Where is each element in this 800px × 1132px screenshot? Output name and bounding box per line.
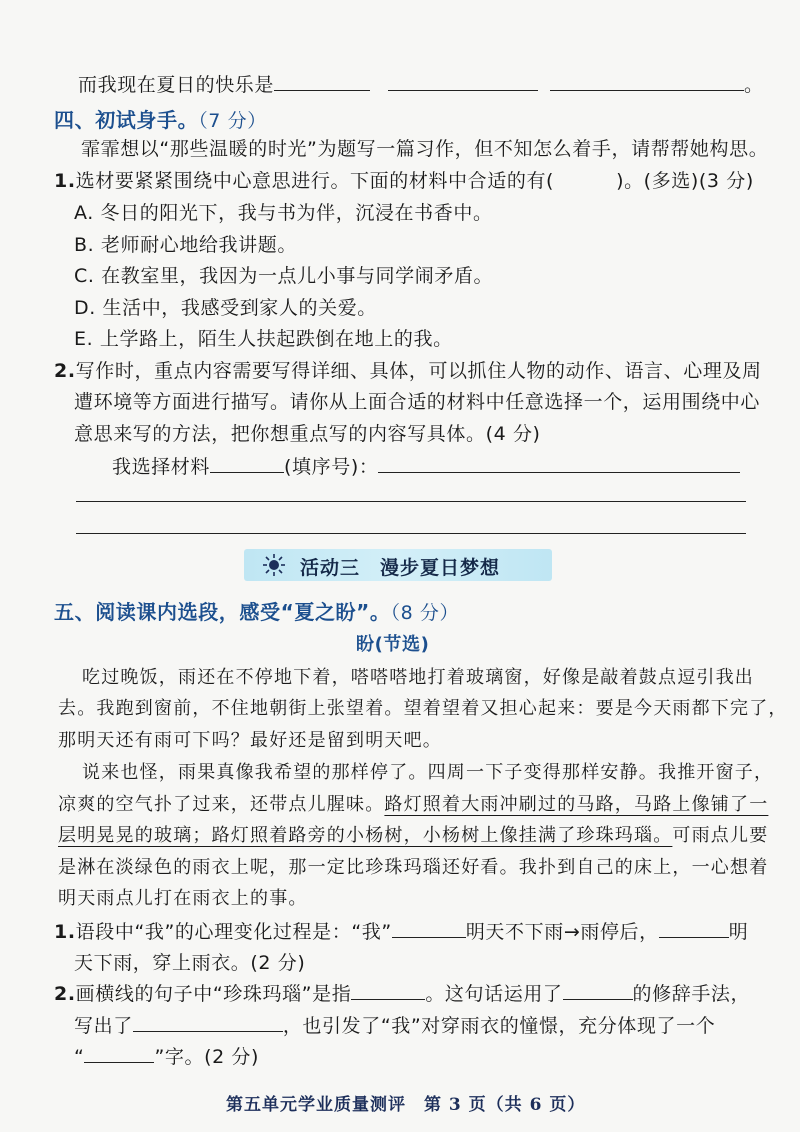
- passage-line: 是淋在淡绿色的雨衣上呢，那一定比珍珠玛瑙还好看。我扑到自己的床上，一心想着: [58, 857, 769, 878]
- section-4-heading: 四、初试身手。（7 分）: [54, 108, 267, 132]
- option-c: C. 在教室里，我因为一点儿小事与同学闹矛盾。: [74, 265, 494, 287]
- question-4-2-line: 遭环境等方面进行描写。请你从上面合适的材料中任意选择一个，运用围绕中心: [74, 391, 761, 413]
- passage-line: 去。我跑到窗前，不住地朝街上张望着。望着望着又担心起来：要是今天雨都下完了，: [58, 698, 788, 719]
- passage-line: 明天雨点儿打在雨衣上的事。: [58, 888, 308, 909]
- answer-blank[interactable]: [388, 72, 538, 91]
- activity-banner-title: 活动三 漫步夏日梦想: [300, 557, 501, 579]
- writing-line[interactable]: [76, 533, 746, 534]
- passage-line: 层明晃晃的玻璃；路灯照着路旁的小杨树，小杨树上像挂满了珍珠玛瑙。可雨点儿要: [58, 825, 769, 846]
- question-5-1-line: 天下雨，穿上雨衣。(2 分): [74, 952, 306, 974]
- passage-line: 说来也怪，雨果真像我希望的那样停了。四周一下子变得那样安静。我推开窗子，: [82, 762, 774, 783]
- option-e: E. 上学路上，陌生人扶起跌倒在地上的我。: [74, 328, 453, 350]
- section-5-heading: 五、阅读课内选段，感受“夏之盼”。（8 分）: [54, 600, 460, 624]
- answer-blank[interactable]: [274, 72, 370, 91]
- option-b: B. 老师耐心地给我讲题。: [74, 234, 297, 256]
- answer-blank[interactable]: [351, 981, 425, 1000]
- answer-blank[interactable]: [659, 919, 729, 938]
- question-4-2-line: 意思来写的方法，把你想重点写的内容写具体。(4 分): [74, 423, 541, 445]
- answer-blank[interactable]: [84, 1044, 154, 1063]
- material-number-blank[interactable]: [210, 454, 284, 473]
- passage-line: 吃过晚饭，雨还在不停地下着，嗒嗒嗒地打着玻璃窗，好像是敲着鼓点逗引我出: [82, 667, 754, 688]
- question-5-2-line: 写出了 ，也引发了“我”对穿雨衣的憧憬，充分体现了一个: [74, 1015, 716, 1037]
- option-d: D. 生活中，我感受到家人的关爱。: [74, 297, 377, 319]
- section-4-intro: 霏霏想以“那些温暖的时光”为题写一篇习作，但不知怎么着手，请帮帮她构思。: [81, 138, 769, 160]
- question-5-2-line: “ ”字。(2 分): [74, 1046, 260, 1068]
- writing-line[interactable]: [76, 501, 746, 502]
- sun-icon: [262, 553, 286, 577]
- underlined-sentence: 路灯照着大雨冲刷过的马路，马路上像铺了一: [384, 794, 769, 815]
- passage-line: 那明天还有雨可下吗？最好还是留到明天吧。: [58, 730, 442, 751]
- answer-blank[interactable]: [550, 72, 744, 91]
- passage-line: 凉爽的空气扑了过来，还带点儿腥味。路灯照着大雨冲刷过的马路，马路上像铺了一: [58, 794, 769, 815]
- option-a: A. 冬日的阳光下，我与书为伴，沉浸在书香中。: [74, 202, 493, 224]
- question-4-2: 2.写作时，重点内容需要写得详细、具体，可以抓住人物的动作、语言、心理及周: [54, 360, 762, 382]
- page-footer: 第五单元学业质量测评 第 3 页（共 6 页）: [226, 1095, 586, 1115]
- question-5-1: 1.语段中“我”的心理变化过程是：“我” 明天不下雨→雨停后， 明: [54, 921, 749, 943]
- underlined-sentence: 层明晃晃的玻璃；路灯照着路旁的小杨树，小杨树上像挂满了珍珠玛瑙。: [58, 825, 673, 846]
- choose-material-line: 我选择材料 (填序号)：: [112, 452, 740, 479]
- answer-blank[interactable]: [378, 454, 740, 473]
- passage-title: 盼(节选): [356, 634, 430, 655]
- answer-blank[interactable]: [563, 981, 633, 1000]
- fill-line-summer-joy: 而我现在夏日的快乐是 。: [78, 74, 764, 96]
- question-5-2: 2.画横线的句子中“珍珠玛瑙”是指 。这句话运用了 的修辞手法，: [54, 983, 751, 1005]
- answer-blank[interactable]: [392, 919, 466, 938]
- answer-blank[interactable]: [133, 1013, 283, 1032]
- question-4-1: 1.选材要紧紧围绕中心意思进行。下面的材料中合适的有( )。(多选)(3 分): [54, 170, 754, 192]
